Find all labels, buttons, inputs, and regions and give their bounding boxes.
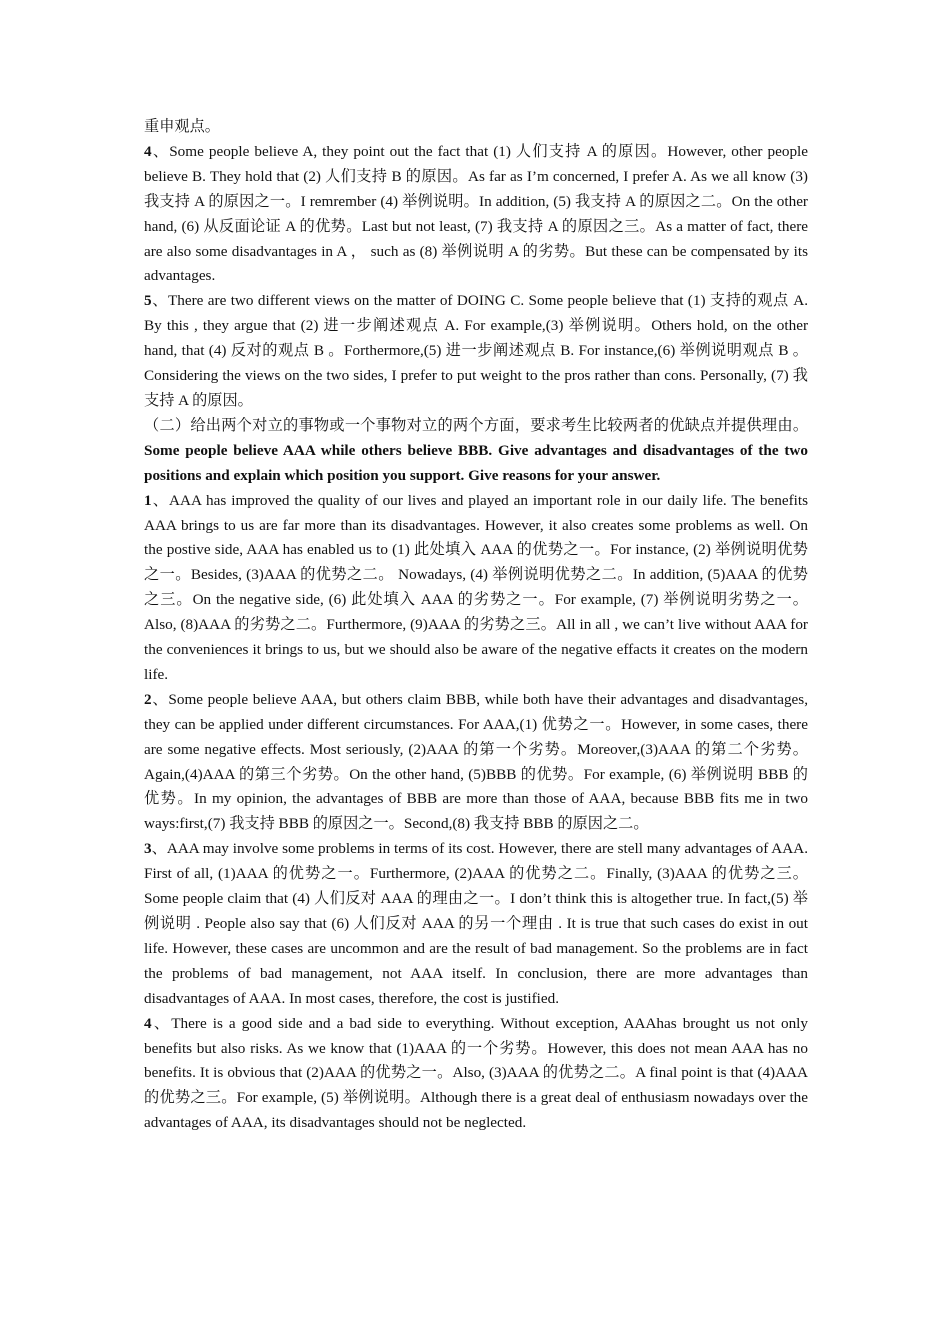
section-2-heading xyxy=(144,414,808,489)
paragraph-text: 、There is a good side and a bad side to everything. Without exception, AAAhas brought us not only benefits but also risks. As we know that (1)AAA 的一个劣势。However, this does not mean AAA has no benefits. It is obvious that (2)AAA 的优势之一。Also, (3)AAA 的优势之二。A final point is that (4)AAA 的优势之三。For example, (5) 举例说明。Although there is a great deal of enthusiasm nowadays over the advantages of AAA, its disadvantages should not be neglected. xyxy=(144,1014,808,1132)
template-4-paragraph xyxy=(144,140,808,289)
template-2-paragraph xyxy=(144,688,808,837)
template-3-paragraph xyxy=(144,837,808,1011)
template-number: 4 xyxy=(144,1014,152,1032)
paragraph-text: 、Some people believe AAA, but others claim BBB, while both have their advantages and disadvantages, they can be applied under different circumstances. For AAA,(1) 优势之一。However, in some cases, there are some negative effects. Most seriously, (2)AAA 的第一个劣势。Moreover,(3)AAA 的第二个劣势。Again,(4)AAA 的第三个劣势。On the other hand, (5)BBB 的优势。For example, (6) 举例说明 BBB 的优势。In my opinion, the advantages of BBB are more than those of AAA, because BBB fits me in two ways:first,(7) 我支持 BBB 的原因之一。Second,(8) 我支持 BBB 的原因之二。 xyxy=(144,690,808,833)
paragraph-restate xyxy=(144,115,808,140)
template-number: 4 xyxy=(144,142,152,160)
paragraph-text: 、There are two different views on the matter of DOING C. Some people believe that (1) 支持的观点 A. By this , they argue that (2) 进一步阐述观点 A. For example,(3) 举例说明。Others hold, on the other hand, that (4) 反对的观点 B 。Forthermore,(5) 进一步阐述观点 B. For instance,(6) 举例说明观点 B 。Considering the views on the two sides, I prefer to put weight to the pros rather than cons. Personally, (7) 我支持 A 的原因。 xyxy=(144,292,808,409)
template-1-paragraph xyxy=(144,489,808,688)
paragraph-text: 、Some people believe A, they point out the fact that (1) 人们支持 A 的原因。However, other people believe B. They hold that (2) 人们支持 B 的原因。As far as I’m concerned, I prefer A. As we all know (3) 我支持 A 的原因之一。I remrember (4) 举例说明。In addition, (5) 我支持 A 的原因之二。On the other hand, (6) 从反面论证 A 的优势。Last but not least, (7) 我支持 A 的原因之三。As a matter of fact, there are also some disadvantages in A ， such as (8) 举例说明 A 的劣势。But these can be compensated by its advantages. xyxy=(144,142,808,285)
template-number: 1 xyxy=(144,491,152,509)
paragraph-text: 、AAA has improved the quality of our lives and played an important role in our daily life. The benefits AAA brings to us are far more than its disadvantages. However, it also creates some problems as well. On the postive side, AAA has enabled us to (1) 此处填入 AAA 的优势之一。For instance, (2) 举例说明优势之一。Besides, (3)AAA 的优势之二。 Nowadays, (4) 举例说明优势之二。In addition, (5)AAA 的优势之三。On the negative side, (6) 此处填入 AAA 的劣势之一。For example, (7) 举例说明劣势之一。Also, (8)AAA 的劣势之二。Furthermore, (9)AAA 的劣势之三。All in all , we can’t live without AAA for the conveniences it brings to us, but we should also be aware of the negative effacts it creates on the modern life. xyxy=(144,491,808,683)
template-number: 3 xyxy=(144,840,152,858)
paragraph-text: 重申观点。 xyxy=(144,118,220,135)
document-page xyxy=(144,115,808,1136)
paragraph-text: 、AAA may involve some problems in terms of its cost. However, there are stell many advantages of AAA. First of all, (1)AAA 的优势之一。Furthermore, (2)AAA 的优势之二。Finally, (3)AAA 的优势之三。Some people claim that (4) 人们反对 AAA 的理由之一。I don’t think this is altogether true. In fact,(5) 举例说明 . People also say that (6) 人们反对 AAA 的另一个理由 . It is true that such cases do exist in out life. However, these cases are uncommon and are the result of bad management. So the problems are in fact the problems of bad management, not AAA itself. In conclusion, there are more advantages than disadvantages of AAA. In most cases, therefore, the cost is justified. xyxy=(144,840,808,1007)
section-prompt-text: Some people believe AAA while others believe BBB. Give advantages and disadvantages of the two positions and explain which position you support. Give reasons for your answer. xyxy=(144,441,808,484)
template-number: 2 xyxy=(144,690,152,708)
section-intro-text: （二）给出两个对立的事物或一个事物对立的两个方面，要求考生比较两者的优缺点并提供理由。 xyxy=(144,416,808,434)
template-number: 5 xyxy=(144,292,152,310)
template-4b-paragraph xyxy=(144,1012,808,1137)
template-5-paragraph xyxy=(144,289,808,414)
